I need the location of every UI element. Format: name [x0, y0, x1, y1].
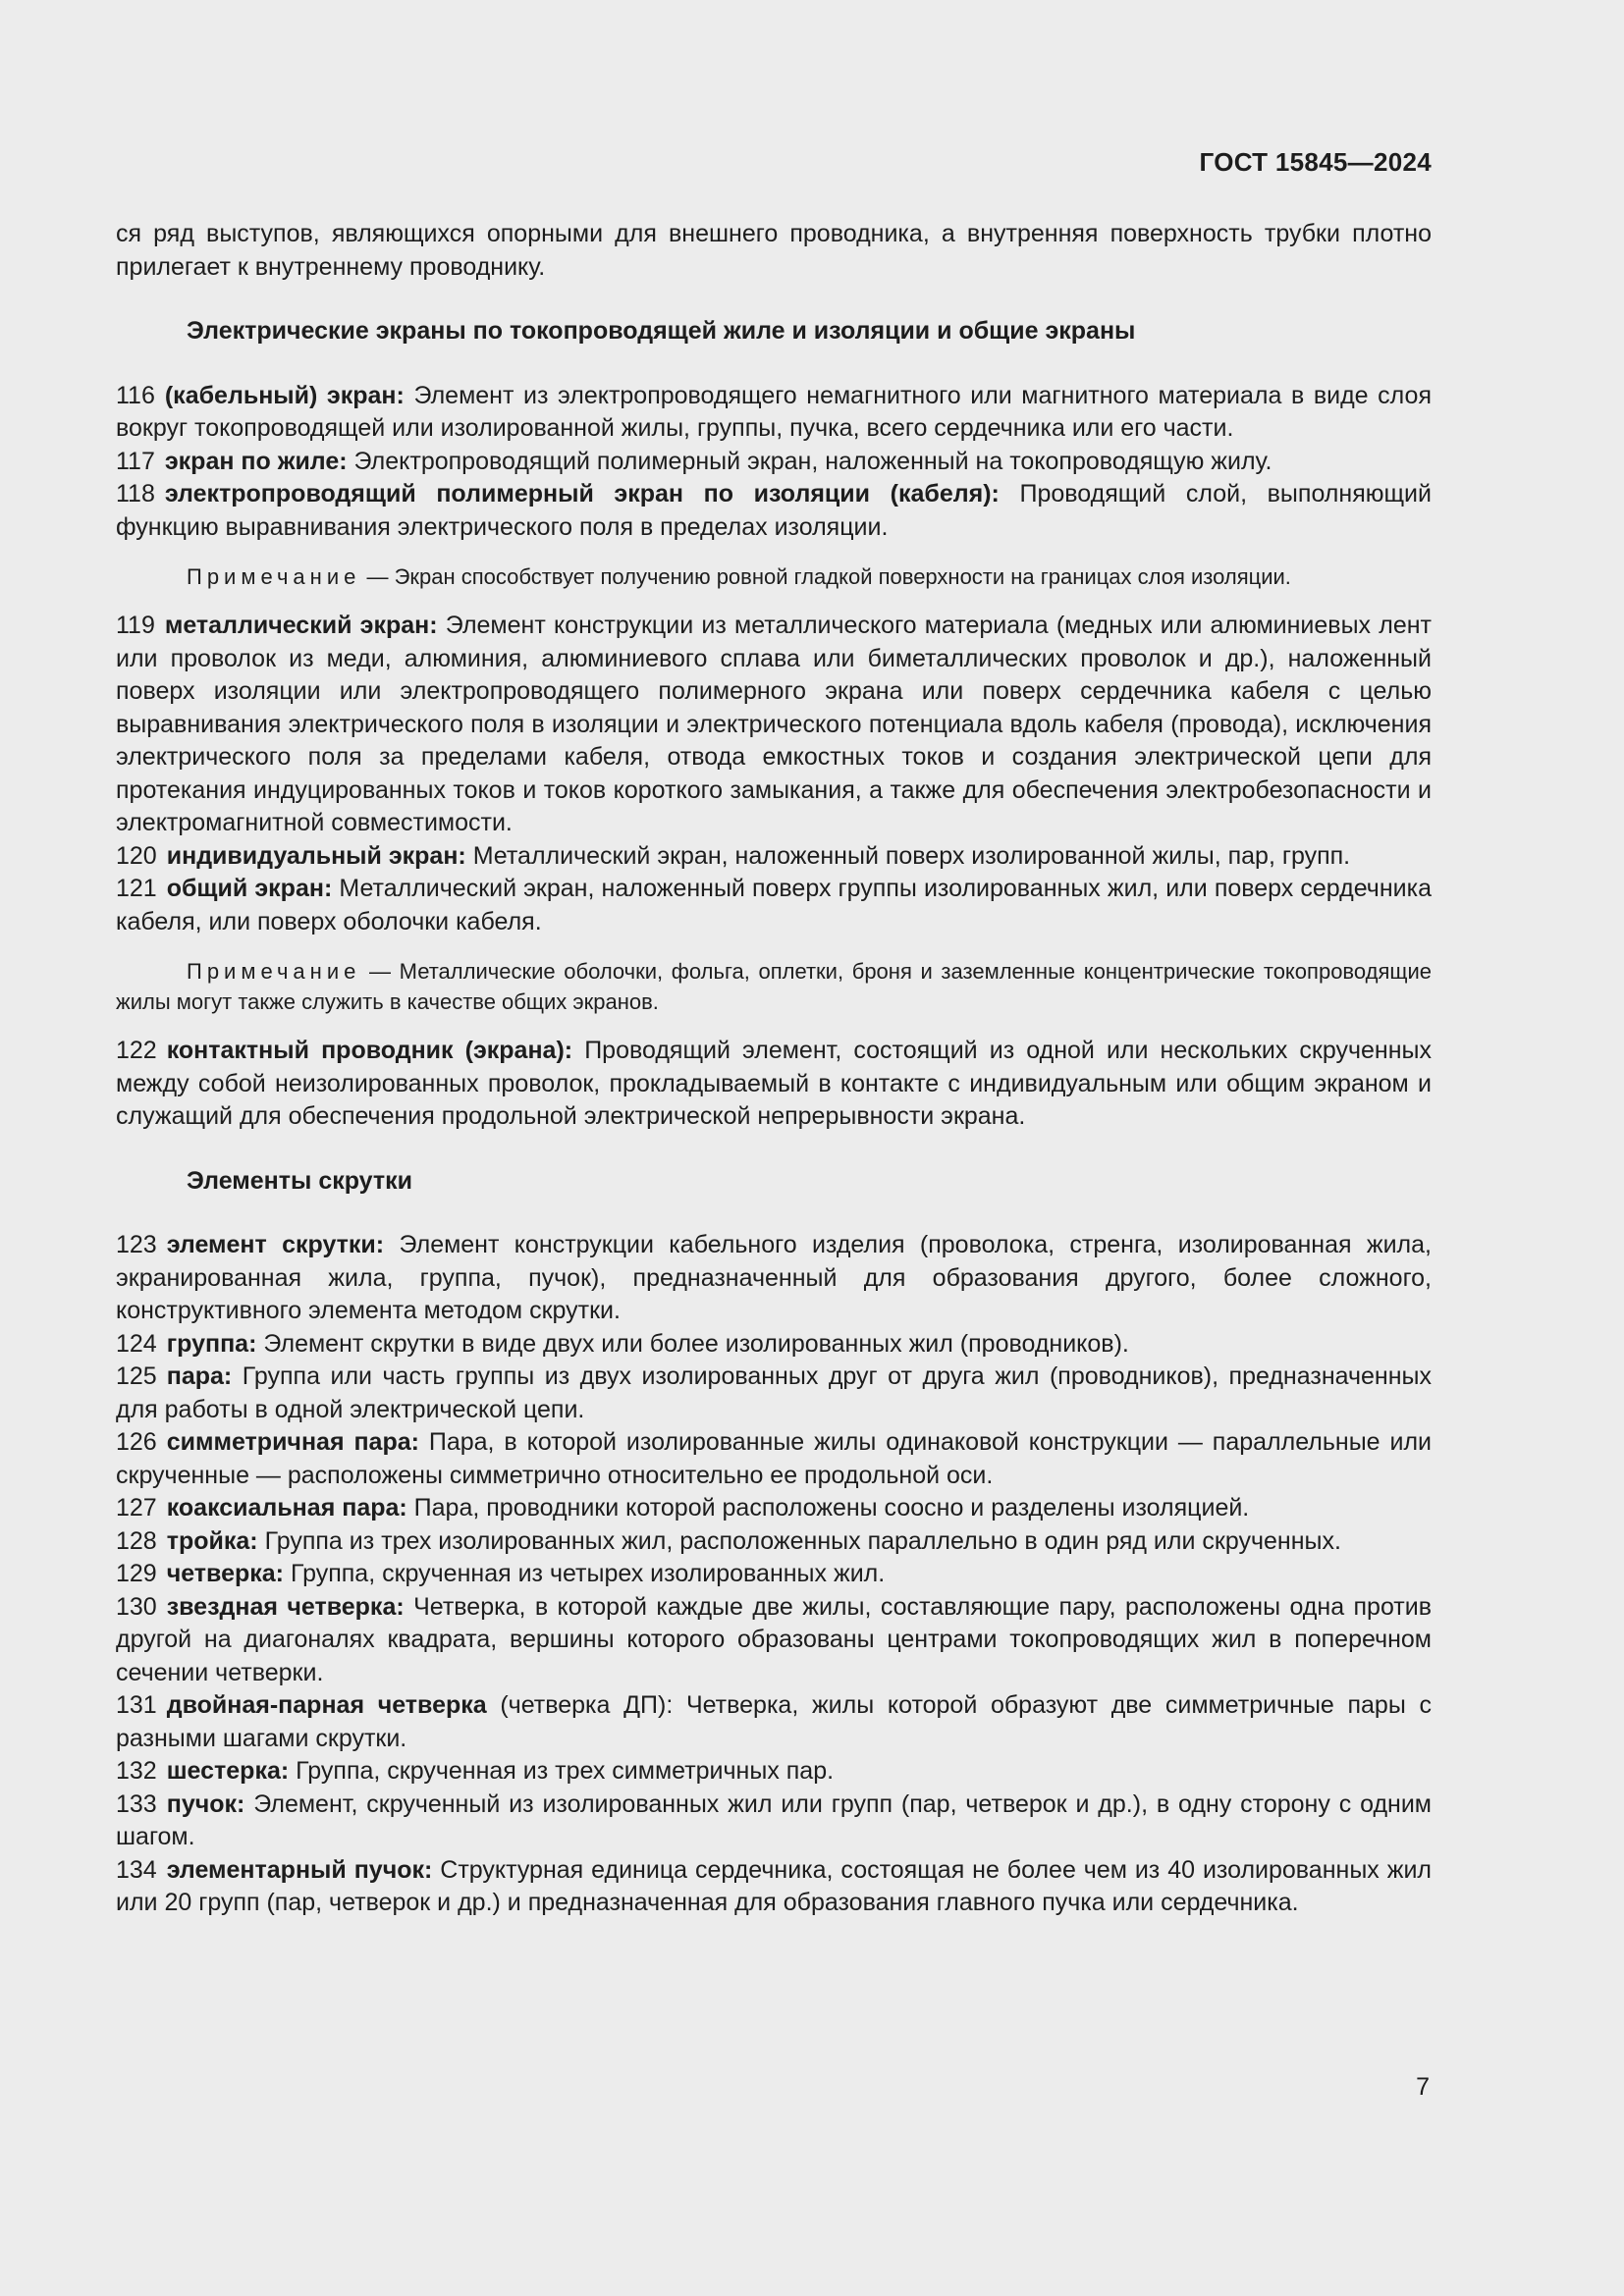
document-code-header: ГОСТ 15845—2024 — [1199, 147, 1432, 177]
term-124-definition: Элемент скрутки в виде двух или более изолированных жил (проводников). — [256, 1329, 1129, 1358]
term-123-name: элемент скрутки: — [166, 1231, 385, 1258]
term-127: 127 коаксиальная пара: Пара, проводники которой расположены соосно и разделены изоляцией. — [116, 1494, 1250, 1522]
term-119-definition: Элемент конструкции из металлического материала (медных или алюминиевых лент или проволок из меди, алюминия, алюминиевого сплава или биметаллических проволок и др.), наложенный поверх изоляции или электропроводящего полимерного экрана или поверх сердечника кабеля с целью выравнивания электрического поля в изоляции и электрического потенциала вдоль кабеля (провода), исключения электрического поля за пределами кабеля, отвода емкостных токов и создания электрической цепи для протекания индуцированных токов и токов короткого замыкания, а также для обеспечения электробезопасности и электромагнитной совместимости. — [116, 612, 1433, 836]
term-131: 131 двойная-парная четверка (четверка ДП): Четверка, жилы которой образуют две симметричные пары с разными шагами скрутки. — [116, 1691, 1432, 1752]
term-133: 133 пучок: Элемент, скрученный из изолированных жил или групп (пар, четверок и др.), в одну сторону с одним шагом. — [116, 1789, 1432, 1850]
term-117: 117 экран по жиле: Электропроводящий полимерный экран, наложенный на токопроводящую жилу. — [116, 447, 1272, 475]
term-129-name: четверка: — [166, 1560, 285, 1587]
term-122: 122 контактный проводник (экрана): Проводящий элемент, состоящий из одной или нескольких скрученных между собой неизолированных проволок, прокладываемый в контакте с индивидуальным или общим экраном и служащий для обеспечения продольной электрической непрерывности экрана. — [116, 1037, 1433, 1130]
intro-paragraph: ся ряд выступов, являющихся опорными для внешнего проводника, а внутренняя поверхность трубки плотно прилегает к внутреннему проводнику. — [116, 220, 1432, 281]
page-content — [116, 218, 1432, 1920]
term-134: 134 элементарный пучок: Структурная единица сердечника, состоящая не более чем из 40 изолированных жил или 20 групп (пар, четверок и др.) и предназначенная для образования главного пучка или сердечника. — [116, 1855, 1432, 1916]
term-128: 128 тройка: Группа из трех изолированных жил, расположенных параллельно в один ряд или скрученных. — [116, 1526, 1341, 1555]
term-121: 121 общий экран: Металлический экран, наложенный поверх группы изолированных жил, или поверх сердечника кабеля, или поверх оболочки кабеля. — [116, 875, 1432, 935]
term-120-definition: Металлический экран, наложенный поверх изолированной жилы, пар, групп. — [465, 841, 1351, 870]
term-117-name: экран по жиле: — [164, 447, 348, 475]
note-1 — [116, 561, 1432, 592]
term-133-name: пучок: — [166, 1789, 245, 1818]
note-1-label: Примечание — [187, 564, 361, 589]
term-116-name: (кабельный) экран: — [164, 381, 405, 409]
term-123: 123 элемент скрутки: Элемент конструкции кабельного изделия (проволока, стренга, изолированная жила, экранированная жила, группа, пучок), предназначенный для образования другого, более сложного, конструктивного элемента методом скрутки. — [116, 1231, 1432, 1324]
term-127-definition: Пара, проводники которой расположены соосно и разделены изоляцией. — [406, 1494, 1250, 1522]
term-134-definition: Структурная единица сердечника, состоящая не более чем из 40 изолированных жил или 20 групп (пар, четверок и др.) и предназначенная для образования главного пучка или сердечника. — [116, 1855, 1432, 1916]
term-131-definition: (четверка ДП): Четверка, жилы которой образуют две симметричные пары с разными шагами скрутки. — [116, 1691, 1432, 1752]
term-124-name: группа: — [166, 1329, 257, 1358]
term-130-name: звездная четверка: — [166, 1592, 405, 1621]
term-126-definition: Пара, в которой изолированные жилы одинаковой конструкции — параллельные или скрученные — расположены симметрично относительно ее продольной оси. — [116, 1428, 1432, 1489]
term-120-name: индивидуальный экран: — [166, 841, 466, 870]
term-122-name: контактный проводник (экрана): — [166, 1037, 573, 1064]
term-132-definition: Группа, скрученная из трех симметричных пар. — [289, 1757, 835, 1785]
note-1-text: — Экран способствует получению ровной гладкой поверхности на границах слоя изоляции. — [360, 564, 1291, 589]
term-125-definition: Группа или часть группы из двух изолированных друг от друга жил (проводников), предназначенных для работы в одной электрической цепи. — [116, 1362, 1432, 1423]
section-title-stranding: Элементы скрутки — [187, 1166, 413, 1195]
term-118: 118 электропроводящий полимерный экран по изоляции (кабеля): Проводящий слой, выполняющий функцию выравнивания электрического поля в пределах изоляции. — [116, 480, 1432, 541]
term-121-name: общий экран: — [166, 875, 333, 902]
term-130: 130 звездная четверка: Четверка, в которой каждые две жилы, составляющие пару, расположены одна против другой на диагоналях квадрата, вершины которого образованы центрами токопроводящих жил в поперечном сечении четверки. — [116, 1592, 1433, 1686]
note-2-label: Примечание — [187, 959, 361, 984]
term-134-name: элементарный пучок: — [166, 1855, 433, 1884]
term-119: 119 металлический экран: Элемент конструкции из металлического материала (медных или алюминиевых лент или проволок из меди, алюминия, алюминиевого сплава или биметаллических проволок и др.), наложенный поверх изоляции или электропроводящего полимерного экрана или поверх сердечника кабеля с целью выравнивания электрического поля в изоляции и электрического потенциала вдоль кабеля (провода), исключения электрического поля за пределами кабеля, отвода емкостных токов и создания электрической цепи для протекания индуцированных токов и токов короткого замыкания, а также для обеспечения электробезопасности и электромагнитной совместимости. — [116, 612, 1433, 836]
term-127-name: коаксиальная пара: — [166, 1494, 407, 1522]
term-132: 132 шестерка: Группа, скрученная из трех симметричных пар. — [116, 1757, 835, 1785]
term-116-definition: Элемент из электропроводящего немагнитного или магнитного материала в виде слоя вокруг токопроводящей или изолированной жилы, группы, пучка, всего сердечника или его части. — [116, 381, 1432, 442]
term-129: 129 четверка: Группа, скрученная из четырех изолированных жил. — [116, 1560, 886, 1587]
term-118-definition: Проводящий слой, выполняющий функцию выравнивания электрического поля в пределах изоляции. — [116, 480, 1432, 541]
term-123-definition: Элемент конструкции кабельного изделия (проволока, стренга, изолированная жила, экранированная жила, группа, пучок), предназначенный для образования другого, более сложного, конструктивного элемента методом скрутки. — [116, 1231, 1432, 1324]
term-128-name: тройка: — [166, 1526, 258, 1555]
term-122-definition: Проводящий элемент, состоящий из одной или нескольких скрученных между собой неизолированных проволок, прокладываемый в контакте с индивидуальным или общим экраном и служащий для обеспечения продольной электрической непрерывности экрана. — [116, 1037, 1433, 1130]
term-125: 125 пара: Группа или часть группы из двух изолированных друг от друга жил (проводников), предназначенных для работы в одной электрической цепи. — [116, 1362, 1432, 1423]
term-120: 120 индивидуальный экран: Металлический экран, наложенный поверх изолированной жилы, пар, групп. — [116, 841, 1351, 870]
term-128-definition: Группа из трех изолированных жил, расположенных параллельно в один ряд или скрученных. — [257, 1526, 1341, 1555]
section-title-screens: Электрические экраны по токопроводящей жиле и изоляции и общие экраны — [187, 317, 1136, 345]
term-125-name: пара: — [166, 1362, 233, 1390]
term-126-name: симметричная пара: — [166, 1428, 419, 1456]
term-119-name: металлический экран: — [164, 612, 438, 639]
term-124: 124 группа: Элемент скрутки в виде двух или более изолированных жил (проводников). — [116, 1329, 1129, 1358]
term-129-definition: Группа, скрученная из четырех изолированных жил. — [284, 1560, 886, 1587]
term-133-definition: Элемент, скрученный из изолированных жил или групп (пар, четверок и др.), в одну сторону с одним шагом. — [116, 1789, 1432, 1850]
term-118-name: электропроводящий полимерный экран по изоляции (кабеля): — [164, 480, 1000, 507]
page-number: 7 — [1416, 2073, 1430, 2101]
term-121-definition: Металлический экран, наложенный поверх группы изолированных жил, или поверх сердечника кабеля, или поверх оболочки кабеля. — [116, 875, 1432, 935]
term-126: 126 симметричная пара: Пара, в которой изолированные жилы одинаковой конструкции — параллельные или скрученные — расположены симметрично относительно ее продольной оси. — [116, 1428, 1432, 1489]
term-116: 116 (кабельный) экран: Элемент из электропроводящего немагнитного или магнитного материала в виде слоя вокруг токопроводящей или изолированной жилы, группы, пучка, всего сердечника или его части. — [116, 381, 1432, 442]
term-130-definition: Четверка, в которой каждые две жилы, составляющие пару, расположены одна против другой на диагоналях квадрата, вершины которого образованы центрами токопроводящих жил в поперечном сечении четверки. — [116, 1592, 1433, 1686]
note-2-text: — Металлические оболочки, фольга, оплетки, броня и заземленные концентрические токопроводящие жилы могут также служить в качестве общих экранов. — [116, 959, 1432, 1014]
term-132-name: шестерка: — [166, 1757, 290, 1785]
term-117-definition: Электропроводящий полимерный экран, наложенный на токопроводящую жилу. — [347, 447, 1272, 475]
note-2 — [116, 956, 1432, 1017]
term-131-name: двойная-парная четверка — [166, 1691, 487, 1719]
